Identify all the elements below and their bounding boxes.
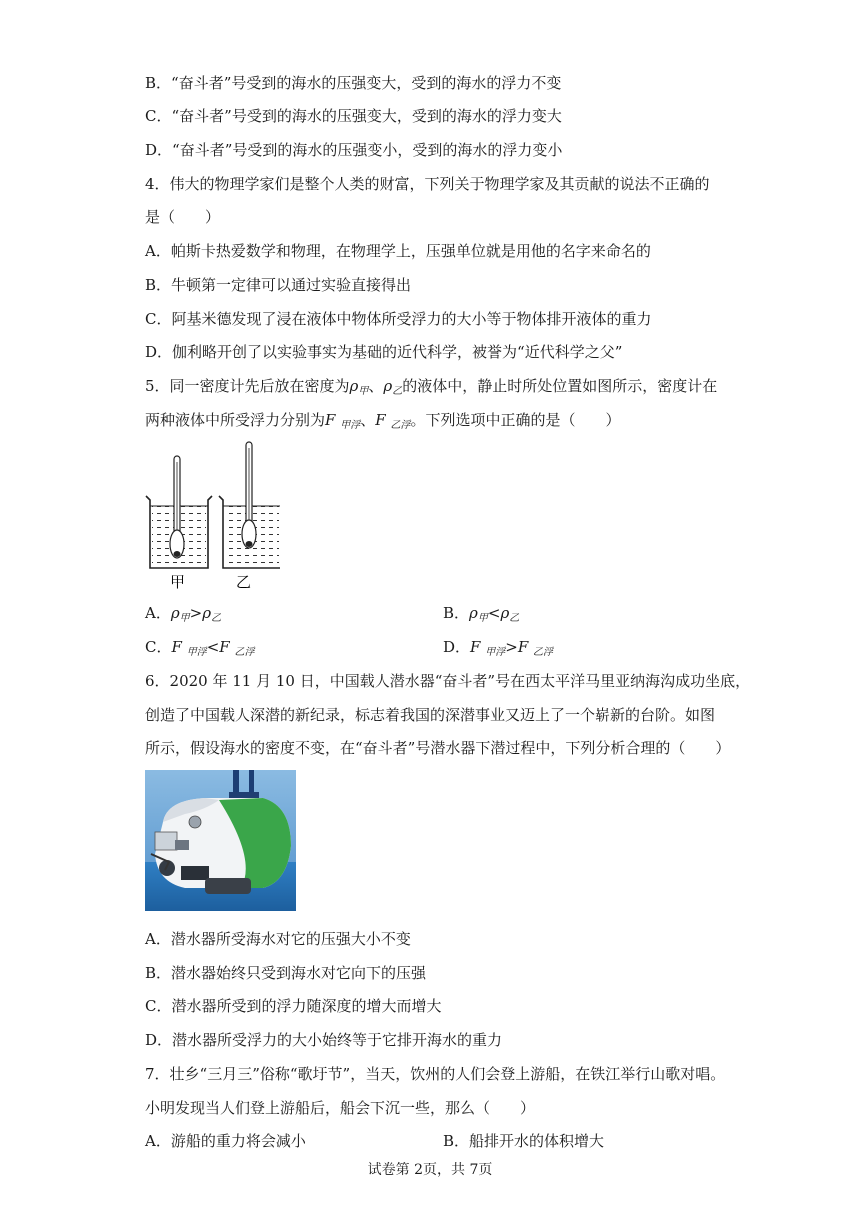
rho-symbol: ρ xyxy=(383,377,393,395)
page-footer: 试卷第 2页，共 7页 xyxy=(367,1162,493,1178)
q5-option-c: C．F $_{甲浮}$<F $_{乙浮}$ xyxy=(145,638,255,658)
q6-stem-line1: 6．2020 年 11 月 10 日，中国载人潜水器“奋斗者”号在西太平洋马里亚纳海沟成功坐底， xyxy=(145,672,751,690)
q7-option-a: A．游船的重力将会减小 xyxy=(145,1132,306,1150)
q7-stem-line2: 小明发现当人们登上游船后，船会下沉一些，那么（ ） xyxy=(145,1099,536,1117)
sub-yi: 乙 xyxy=(392,386,403,397)
q5-option-d: D．F $_{甲浮}$>F $_{乙浮}$ xyxy=(443,638,554,658)
q5-option-a: A．$\rho_甲>\rho_乙$ xyxy=(145,604,222,624)
sub-jia: 甲 xyxy=(358,386,369,397)
q6-option-b: B．潜水器始终只受到海水对它向下的压强 xyxy=(145,964,427,982)
q4-stem-line1: 4．伟大的物理学家们是整个人类的财富，下列关于物理学家及其贡献的说法不正确的 xyxy=(145,175,710,193)
force-symbol: F xyxy=(375,411,386,429)
q5-options-row1 xyxy=(145,603,221,629)
submersible-photo xyxy=(145,770,296,911)
q7-option-b: B．船排开水的体积增大 xyxy=(443,1132,605,1150)
rho-symbol: ρ xyxy=(349,377,359,395)
q3-option-c: C．“奋斗者”号受到的海水的压强变大，受到的海水的浮力变大 xyxy=(145,107,562,125)
figure-label-jia: 甲 xyxy=(170,573,186,590)
q5-stem1-a: 5．同一密度计先后放在密度为 xyxy=(145,377,350,395)
figure-label-yi: 乙 xyxy=(236,573,252,590)
q5-stem1-b: 的液体中，静止时所处位置如图所示，密度计在 xyxy=(402,377,718,395)
q5-stem2-b: 。下列选项中正确的是（ ） xyxy=(410,411,621,429)
q6-option-a: A．潜水器所受海水对它的压强大小不变 xyxy=(145,930,411,948)
q3-option-d: D．“奋斗者”号受到的海水的压强变小，受到的海水的浮力变小 xyxy=(145,141,563,159)
q7-stem-line1: 7．壮乡“三月三”俗称“歌圩节”，当天，饮州的人们会登上游船，在铁江举行山歌对唱。 xyxy=(145,1065,726,1083)
q4-stem-line2: 是（ ） xyxy=(145,208,221,226)
q4-option-a: A．帕斯卡热爱数学和物理，在物理学上，压强单位就是用他的名字来命名的 xyxy=(145,242,651,260)
q3-option-b: B．“奋斗者”号受到的海水的压强变大，受到的海水的浮力不变 xyxy=(145,74,562,92)
q5-stem2-a: 两种液体中所受浮力分别为 xyxy=(145,411,326,429)
hydrometer-yi xyxy=(242,442,256,548)
q6-stem-line2: 创造了中国载人深潜的新纪录，标志着我国的深潜事业又迈上了一个崭新的台阶。如图 xyxy=(145,706,716,724)
hydrometer-figure xyxy=(140,440,280,590)
q6-option-c: C．潜水器所受到的浮力随深度的增大而增大 xyxy=(145,997,442,1015)
sub-yifu: 乙浮 xyxy=(390,420,411,431)
q4-option-d: D．伽利略开创了以实验事实为基础的近代科学，被誉为“近代科学之父” xyxy=(145,343,623,361)
q4-option-c: C．阿基米德发现了浸在液体中物体所受浮力的大小等于物体排开液体的重力 xyxy=(145,310,652,328)
q6-option-d: D．潜水器所受浮力的大小始终等于它排开海水的重力 xyxy=(145,1031,503,1049)
force-symbol: F xyxy=(325,411,336,429)
separator: 、 xyxy=(360,411,376,429)
q6-stem-line3: 所示，假设海水的密度不变，在“奋斗者”号潜水器下潜过程中，下列分析合理的（ ） xyxy=(145,739,731,757)
q5-stem-line1 xyxy=(145,376,717,402)
separator: 、 xyxy=(368,377,384,395)
sub-jiafu: 甲浮 xyxy=(340,420,361,431)
q5-option-b: B．$\rho_甲<\rho_乙$ xyxy=(443,604,520,624)
q5-stem-line2 xyxy=(145,410,620,436)
q4-option-b: B．牛顿第一定律可以通过实验直接得出 xyxy=(145,276,412,294)
